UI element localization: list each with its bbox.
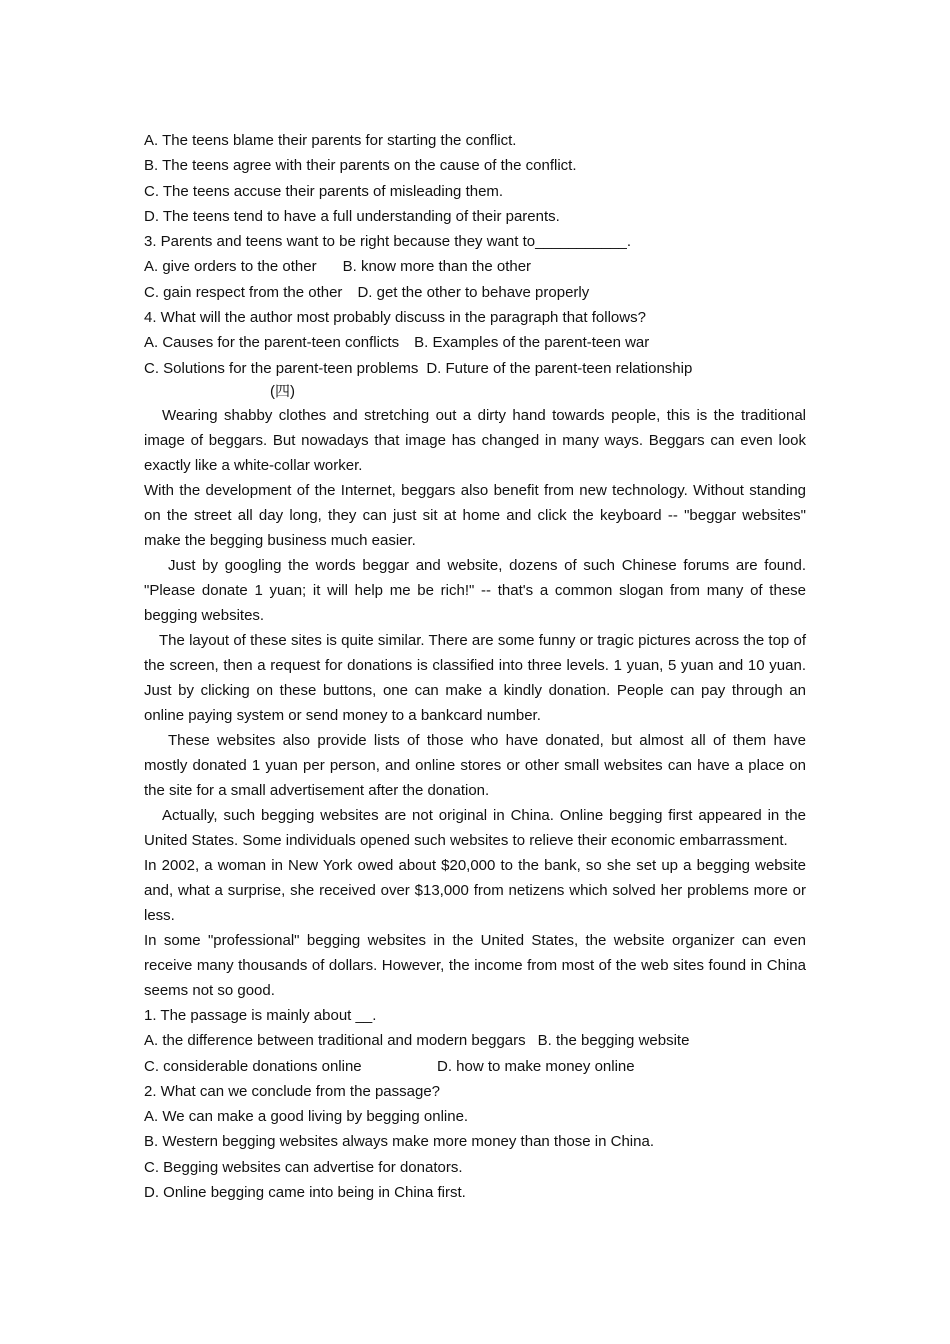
passage-paragraph-3: Just by googling the words beggar and website, dozens of such Chinese forums are found. "Please donate 1 yuan; it will help me be rich!" -- that's a common slogan from many of these begging websites. (144, 556, 806, 624)
question-1-options-cd (144, 1054, 806, 1079)
passage-paragraph-7: In 2002, a woman in New York owed about $20,000 to the bank, so she set up a begging website and, what a surprise, she received over $13,000 from netizens which solved her problems more or less. (144, 856, 806, 924)
question-2-option-a: A. We can make a good living by begging online. (144, 1108, 469, 1126)
question-1-stem: 1. The passage is mainly about __. (144, 1006, 377, 1024)
question-4-option-c: C. Solutions for the parent-teen problems (144, 359, 419, 377)
question-1-option-a: A. the difference between traditional and modern beggars (144, 1032, 526, 1050)
question-2-option-b: B. Western begging websites always make more money than those in China. (144, 1133, 654, 1151)
passage-paragraph-5: These websites also provide lists of those who have donated, but almost all of them have mostly donated 1 yuan per person, and online stores or other small websites can have a place on the site for a small advertisement after the donation. (144, 731, 806, 799)
question-1-option-b: B. the begging website (537, 1032, 690, 1050)
section-title: (四) (270, 382, 295, 400)
passage-paragraph-1: Wearing shabby clothes and stretching out a dirty hand towards people, this is the traditional image of beggars. But nowadays that image has changed in many ways. Beggars can even look exactly like a white-collar worker. (144, 406, 806, 474)
question-3-option-d: D. get the other to behave properly (357, 283, 590, 301)
question-1-option-d: D. how to make money online (437, 1057, 635, 1075)
passage-paragraph-8: In some "professional" begging websites in the United States, the website organizer can even receive many thousands of dollars. However, the income from most of the web sites found in China seems not so good. (144, 931, 806, 999)
prev-option-b: B. The teens agree with their parents on the cause of the conflict. (144, 157, 577, 175)
passage-paragraph-4: The layout of these sites is quite similar. There are some funny or tragic pictures across the top of the screen, then a request for donations is classified into three levels. 1 yuan, 5 yuan and 10 yuan. Just by clicking on these buttons, one can make a kindly donation. People can pay through an online paying system or send money to a bankcard number. (144, 631, 806, 724)
question-3-option-c: C. gain respect from the other (144, 283, 343, 301)
passage-paragraph-6: Actually, such begging websites are not original in China. Online begging first appeared in the United States. Some individuals opened such websites to relieve their economic embarrassment. (144, 806, 806, 849)
question-4-options-cd (144, 356, 806, 381)
question-2-option-c: C. Begging websites can advertise for donators. (144, 1158, 463, 1176)
question-4-option-b: B. Examples of the parent-teen war (414, 334, 650, 352)
question-4-option-d: D. Future of the parent-teen relationship (426, 359, 693, 377)
question-3-option-b: B. know more than the other (342, 258, 532, 276)
question-4-stem: 4. What will the author most probably discuss in the paragraph that follows? (144, 309, 646, 327)
question-4-option-a: A. Causes for the parent-teen conflicts (144, 334, 400, 352)
question-4-options-ab (144, 330, 806, 355)
prev-option-c: C. The teens accuse their parents of misleading them. (144, 182, 504, 200)
question-1-option-c: C. considerable donations online (144, 1057, 362, 1075)
question-2-option-d: D. Online begging came into being in China first. (144, 1184, 466, 1202)
question-3-option-a: A. give orders to the other (144, 258, 317, 276)
passage-paragraph-2: With the development of the Internet, beggars also benefit from new technology. Without standing on the street all day long, they can just sit at home and click the keyboard -- "beggar websites" make the begging business much easier. (144, 481, 806, 549)
question-3-options-cd (144, 280, 806, 305)
prev-option-a: A. The teens blame their parents for starting the conflict. (144, 132, 517, 149)
question-3-options-ab (144, 254, 806, 279)
prev-option-d: D. The teens tend to have a full understanding of their parents. (144, 207, 560, 225)
question-2-stem: 2. What can we conclude from the passage? (144, 1082, 441, 1100)
question-3-stem: 3. Parents and teens want to be right because they want to___________. (144, 233, 632, 251)
document-page (144, 128, 806, 1205)
question-1-options-ab (144, 1028, 806, 1053)
